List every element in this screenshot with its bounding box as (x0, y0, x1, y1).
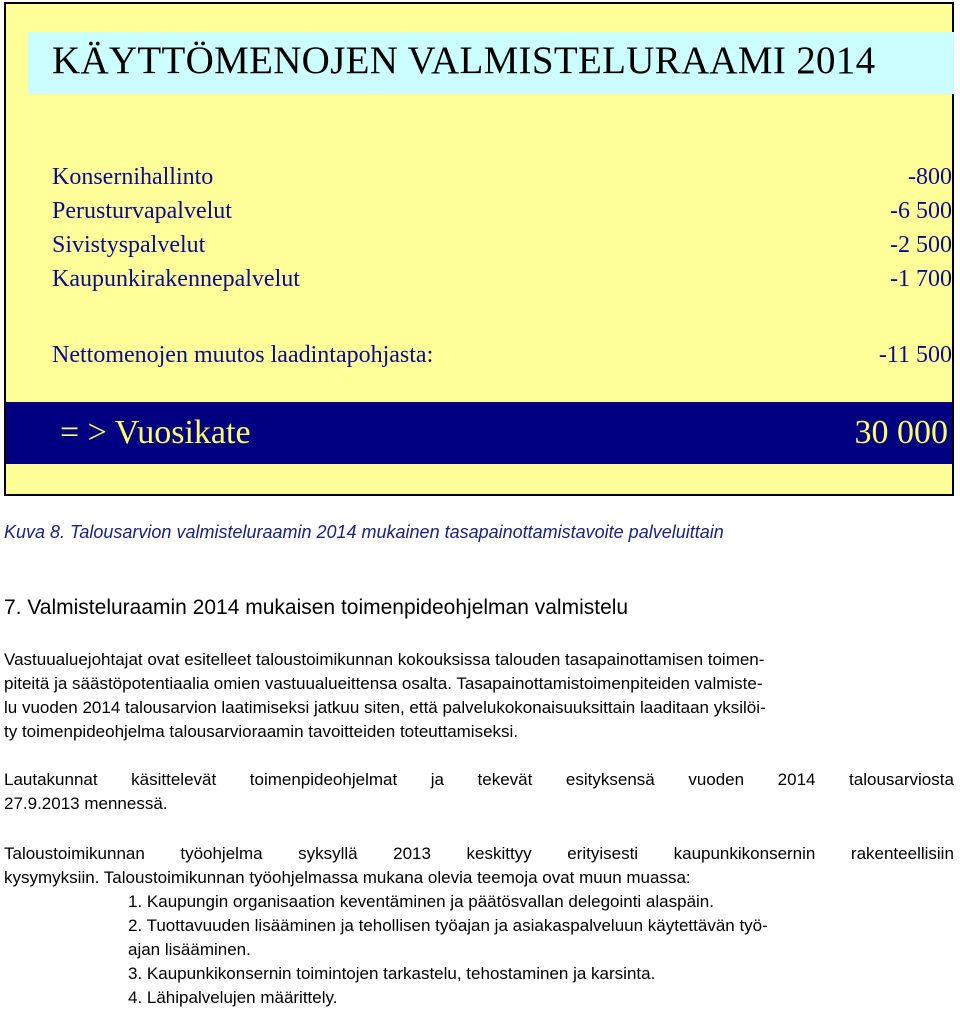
unit-value: -800 (908, 164, 952, 190)
unit-name: Konsernihallinto (52, 164, 214, 190)
unit-row (52, 232, 952, 268)
word: erityisesti (567, 844, 639, 863)
net-change-label: Nettomenojen muutos laadintapohjasta: (52, 342, 434, 368)
word: rakenteellisiin (850, 844, 954, 863)
unit-row (52, 266, 952, 302)
list-item: 1. Kaupungin organisaation keventäminen ja päätösvallan delegointi alaspäin. (128, 892, 714, 911)
word: tekevät (477, 770, 533, 789)
unit-value: -6 500 (890, 198, 952, 224)
word: keskittyy (466, 844, 532, 863)
paragraph-line-justified (4, 770, 954, 794)
list-item: 3. Kaupunkikonsernin toimintojen tarkastelu, tehostaminen ja karsinta. (128, 964, 656, 983)
net-change-value: -11 500 (878, 342, 952, 368)
paragraph-line-justified (4, 844, 954, 868)
word: kaupunkikonsernin (673, 844, 816, 863)
list-item: 4. Lähipalvelujen määrittely. (128, 988, 338, 1007)
word: käsittelevät (131, 770, 217, 789)
word: vuoden (688, 770, 745, 789)
word: Taloustoimikunnan (4, 844, 145, 863)
paragraph-line: ty toimenpideohjelma talousarvioraamin tavoitteiden toteuttamiseksi. (4, 722, 519, 741)
paragraph-line: 27.9.2013 mennessä. (4, 794, 168, 813)
unit-name: Kaupunkirakennepalvelut (52, 266, 300, 292)
paragraph-line: piteitä ja säästöpotentiaalia omien vastuualueittensa osalta. Tasapainottamistoimenpiteiden valmiste- (4, 674, 763, 693)
result-label: = > Vuosikate (60, 414, 251, 451)
word: esityksensä (565, 770, 655, 789)
unit-row (52, 164, 952, 200)
list-item-continuation: ajan lisääminen. (128, 940, 251, 959)
word: talousarviosta (849, 770, 954, 789)
unit-value: -1 700 (890, 266, 952, 292)
word: 2014 (777, 770, 816, 789)
word: ja (430, 770, 444, 789)
result-band (6, 402, 952, 464)
result-value: 30 000 (854, 414, 948, 451)
paragraph-line: kysymyksiin. Taloustoimikunnan työohjelmassa mukana olevia teemoja ovat muun muassa: (4, 868, 691, 887)
unit-name: Sivistyspalvelut (52, 232, 206, 258)
word: Lautakunnat (4, 770, 98, 789)
net-change-row (52, 342, 952, 378)
budget-frame-figure (4, 2, 954, 496)
word: syksyllä (298, 844, 358, 863)
figure-title: KÄYTTÖMENOJEN VALMISTELURAAMI 2014 (52, 39, 876, 82)
section-heading: 7. Valmisteluraamin 2014 mukaisen toimenpideohjelman valmistelu (4, 596, 629, 619)
paragraph-line: Vastuualuejohtajat ovat esitelleet taloustoimikunnan kokouksissa talouden tasapainottamisen toimen- (4, 650, 765, 669)
figure-caption: Kuva 8. Talousarvion valmisteluraamin 2014 mukainen tasapainottamistavoite palveluittain (4, 522, 724, 542)
word: 2013 (393, 844, 431, 863)
word: työohjelma (180, 844, 263, 863)
word: toimenpideohjelmat (249, 770, 398, 789)
unit-name: Perusturvapalvelut (52, 198, 232, 224)
unit-value: -2 500 (890, 232, 952, 258)
unit-row (52, 198, 952, 234)
list-item: 2. Tuottavuuden lisääminen ja tehollisen työajan ja asiakaspalveluun käytettävän työ- (128, 916, 768, 935)
paragraph-line: lu vuoden 2014 talousarvion laatimiseksi jatkuu siten, että palvelukokonaisuuksittain laaditaan yksilöi- (4, 698, 766, 717)
